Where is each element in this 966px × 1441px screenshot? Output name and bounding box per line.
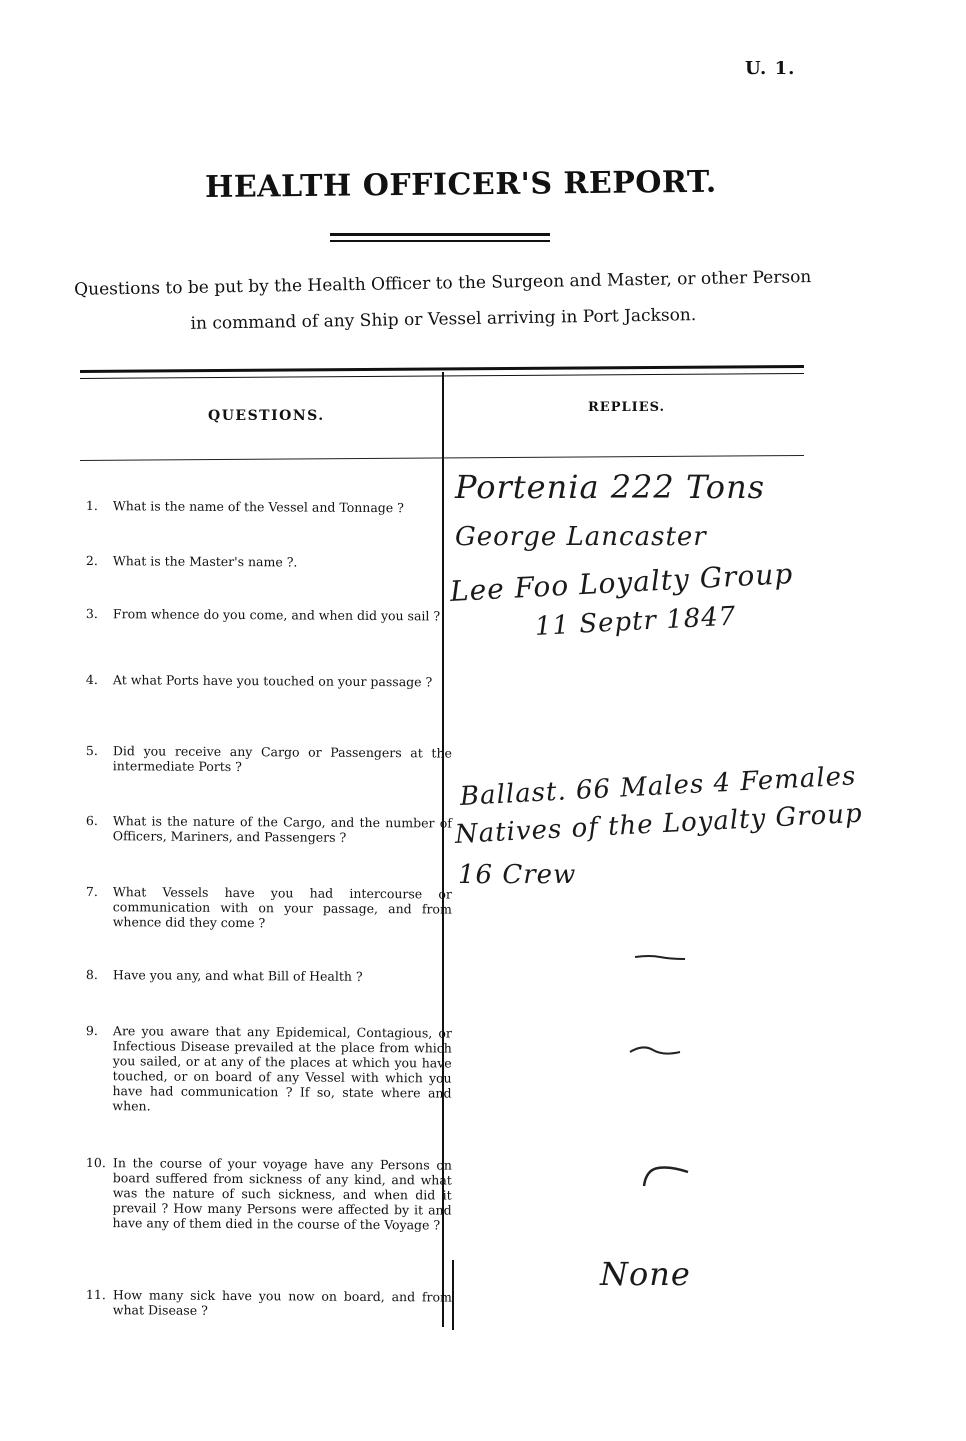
- question-text: How many sick have you now on board, and from what Disease ?: [112, 1287, 452, 1318]
- reply-1-handwritten: Portenia 222 Tons: [455, 468, 766, 506]
- question-text: Did you receive any Cargo or Passengers at the intermediate Ports ?: [112, 743, 452, 775]
- page-title: HEALTH OFFICER'S REPORT.: [204, 164, 717, 205]
- question-number: 9.: [85, 1023, 98, 1039]
- question-10: [85, 1155, 452, 1233]
- reply-3-handwritten-line-2: 11 Septr 1847: [534, 601, 738, 642]
- question-number: 2.: [85, 553, 98, 569]
- question-8: [86, 967, 452, 985]
- intro-text: [70, 259, 816, 344]
- question-5: [86, 743, 452, 776]
- question-9: [85, 1023, 452, 1116]
- title-rule-thick: [330, 233, 550, 236]
- question-text: At what Ports have you touched on your passage ?: [112, 672, 433, 690]
- question-2: [86, 553, 452, 571]
- question-text: Are you aware that any Epidemical, Contagious, or Infectious Disease prevailed at the place from which you sailed, or at any of the places at which you have touched, or on board of any Vessel with which you have had communication ? If so, state where and when.: [112, 1023, 452, 1114]
- question-7: [86, 884, 452, 932]
- column-divider-lower: [452, 1260, 454, 1330]
- reply-3-handwritten-line-1: Lee Foo Loyalty Group: [449, 557, 795, 608]
- question-text: From whence do you come, and when did you sail ?: [112, 606, 441, 624]
- question-number: 5.: [85, 743, 98, 759]
- question-1: [86, 498, 452, 516]
- question-number: 7.: [85, 884, 98, 900]
- reply-6-handwritten-line-2: Natives of the Loyalty Group: [454, 798, 864, 850]
- question-number: 1.: [85, 498, 98, 514]
- replies-header: REPLIES.: [588, 400, 666, 415]
- reply-11-handwritten: None: [600, 1255, 691, 1293]
- form-id: U. 1.: [745, 58, 796, 79]
- ditto-mark-10: [638, 1160, 698, 1190]
- question-11: [86, 1287, 452, 1320]
- reply-6-handwritten-line-1: Ballast. 66 Males 4 Females: [459, 761, 858, 812]
- question-3: [86, 606, 452, 624]
- question-number: 11.: [85, 1287, 106, 1303]
- ditto-mark-9: [625, 1040, 685, 1060]
- question-text: What Vessels have you had intercourse or communication with on your passage, and from whence did they come ?: [112, 884, 452, 931]
- question-text: What is the Master's name ?.: [112, 553, 298, 570]
- questions-header: QUESTIONS.: [208, 408, 325, 424]
- reply-2-handwritten: George Lancaster: [455, 522, 707, 552]
- intro-line-1: Questions to be put by the Health Officer to the Surgeon and Master, or other Person: [74, 267, 812, 300]
- title-rule-thin: [330, 240, 550, 242]
- reply-6-handwritten-line-3: 16 Crew: [458, 860, 577, 890]
- question-number: 3.: [85, 606, 98, 622]
- intro-line-2: in command of any Ship or Vessel arriving in Port Jackson.: [190, 305, 697, 334]
- question-number: 4.: [85, 672, 98, 688]
- question-number: 8.: [85, 967, 98, 983]
- question-text: What is the name of the Vessel and Tonnage ?: [112, 498, 404, 516]
- question-text: What is the nature of the Cargo, and the number of Officers, Mariners, and Passengers ?: [112, 813, 452, 845]
- question-6: [86, 813, 452, 846]
- ditto-mark-8: [630, 945, 690, 965]
- question-text: Have you any, and what Bill of Health ?: [112, 967, 363, 984]
- question-text: In the course of your voyage have any Persons on board suffered from sickness of any kind, and what was the nature of such sickness, and when did it prevail ? How many Persons were affected by it and have any of them died in the course of the Voyage ?: [112, 1155, 452, 1233]
- question-number: 10.: [85, 1155, 106, 1171]
- question-4: [86, 672, 452, 690]
- question-number: 6.: [85, 813, 98, 829]
